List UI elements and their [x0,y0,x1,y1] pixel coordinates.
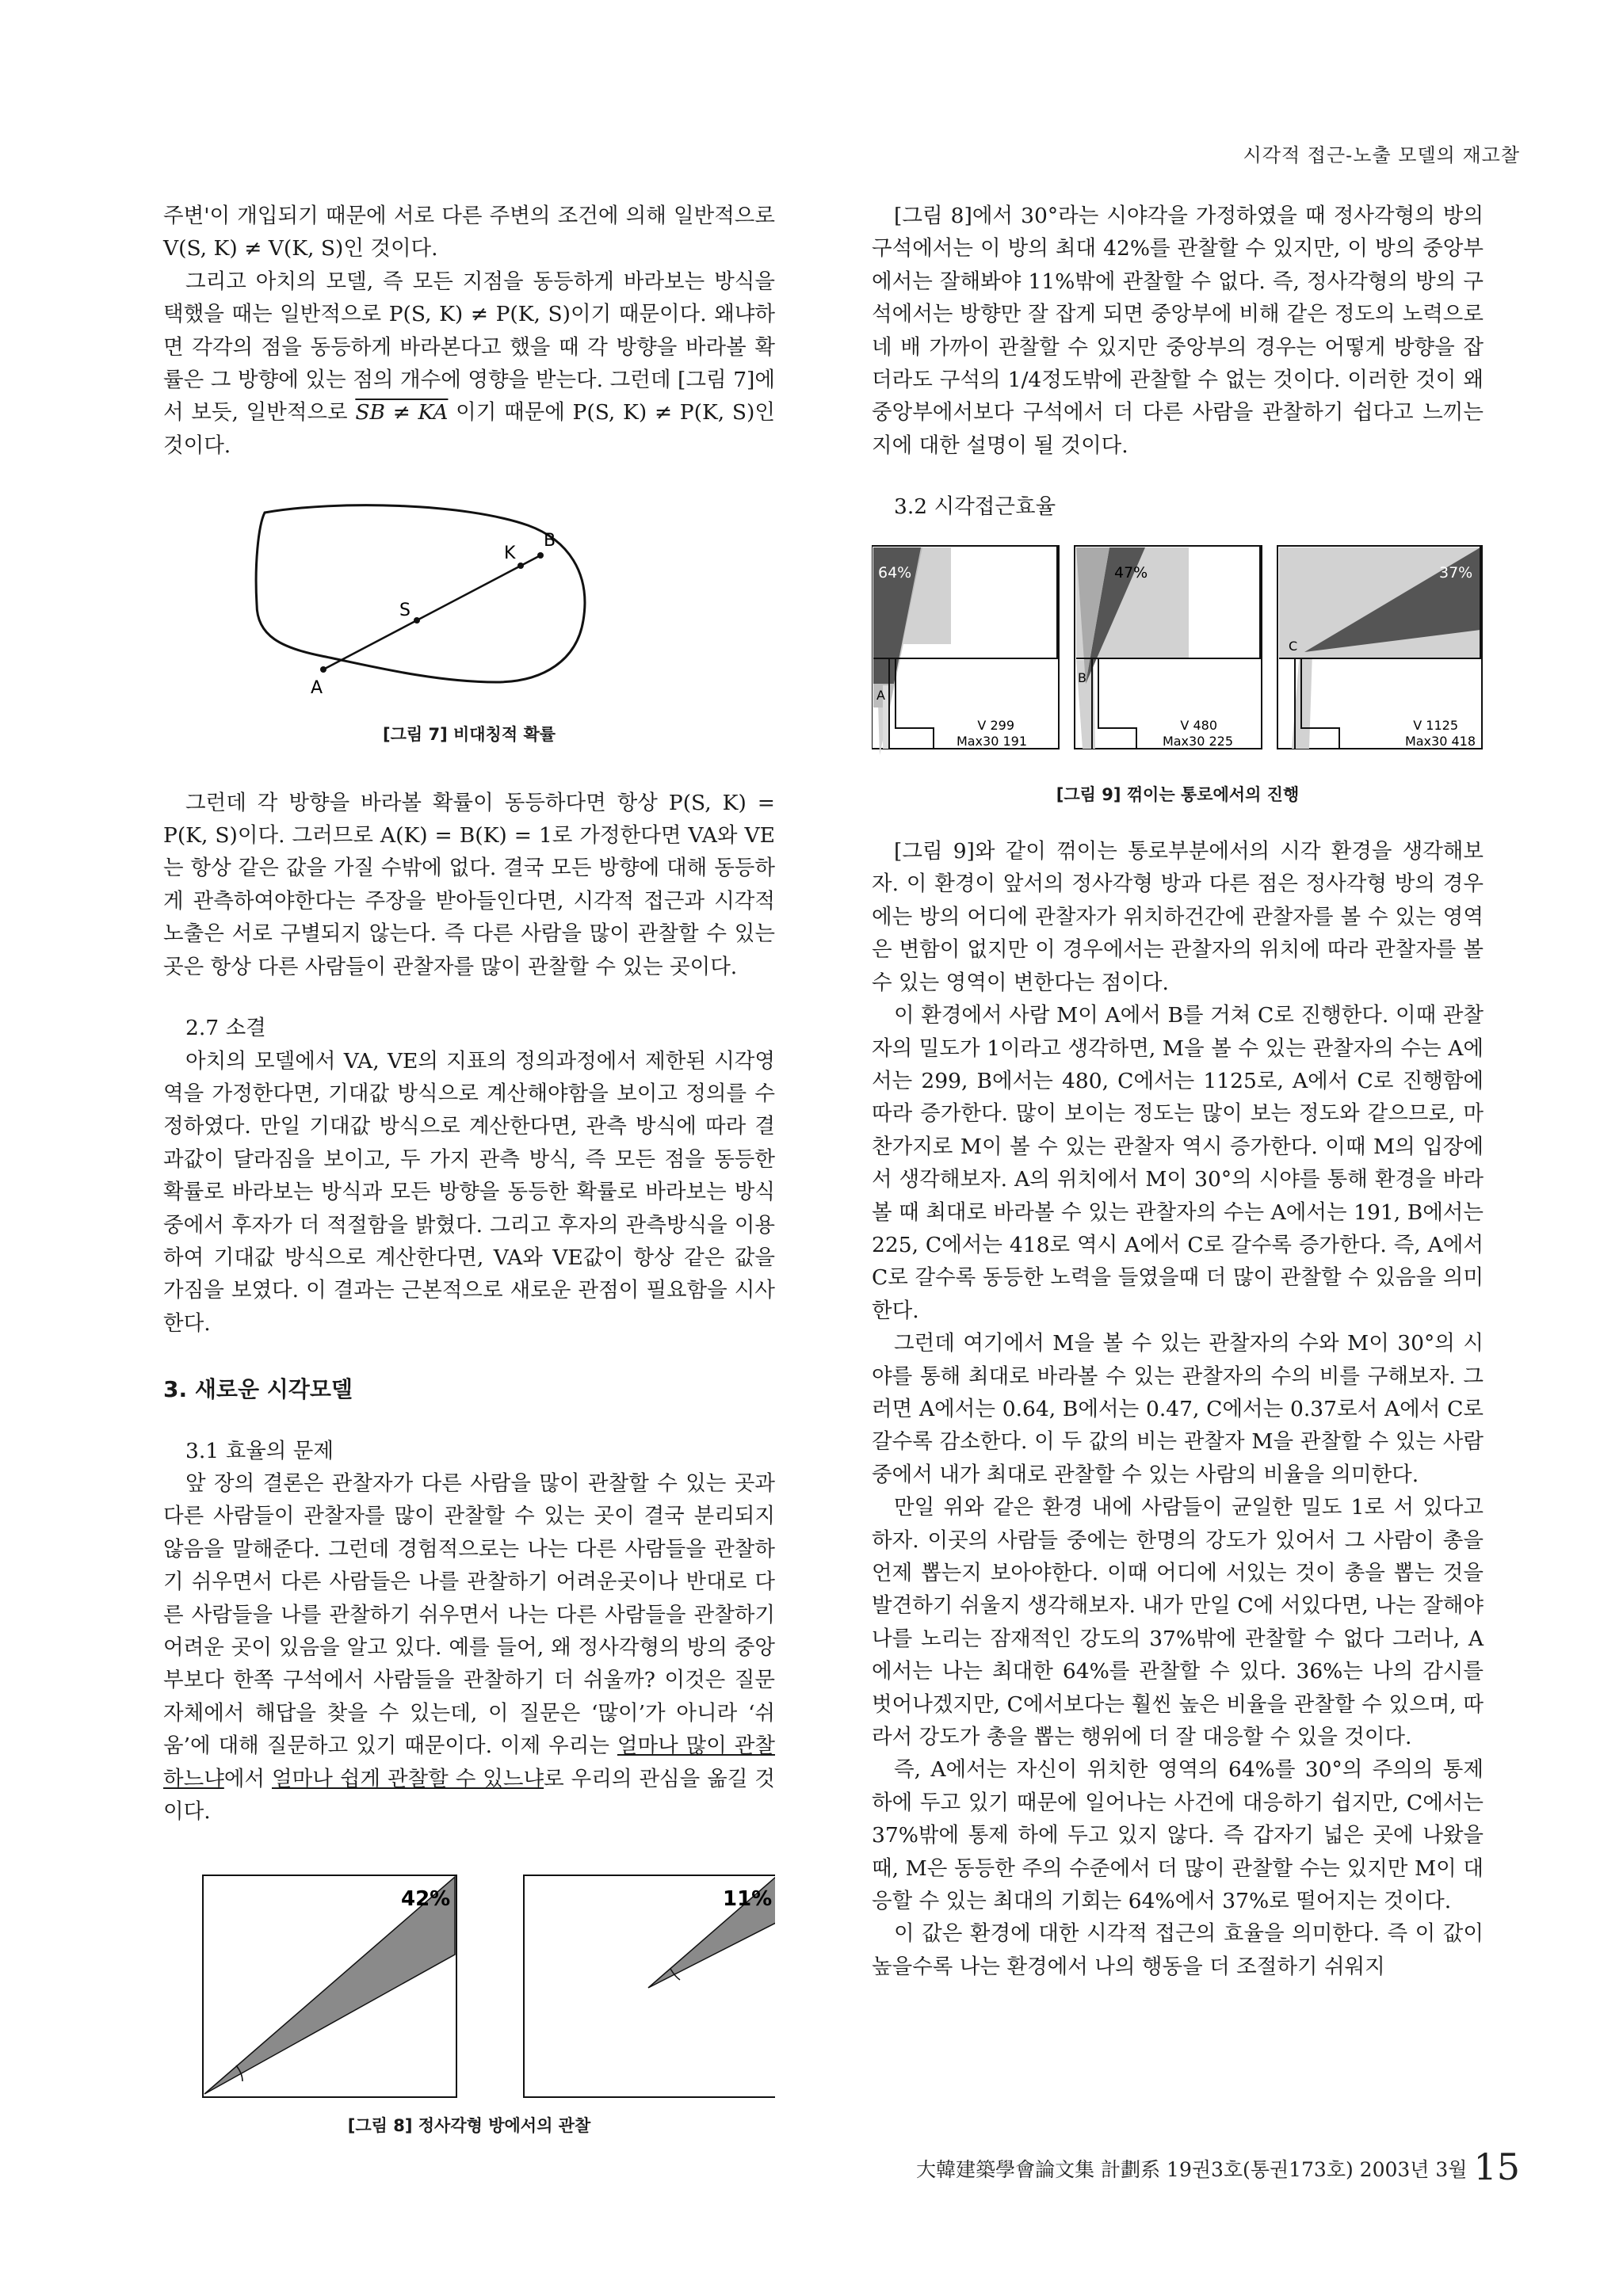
panel-a-percent: 64% [878,563,912,582]
figure-7-caption: [그림 7] 비대칭적 확률 [382,725,556,745]
paragraph-text: 그리고 아치의 모델, 즉 모든 지점을 동등하게 바라보는 방식을 택했을 때는 일반적으로 P(S, K) ≠ P(K, S)이기 때문이다. 왜냐하면 각각의 점을 동등하게 바라본다고 했을 때 각 방향을 바라볼 확률은 그 방향에 있는 점의 개수에 영향을 받는다. 그런데 [그림 7]에서 보듯, 일반적으로 [163,269,775,425]
figure-9-panel-c [1277,546,1482,749]
paragraph [163,1467,775,1828]
running-header: 시각적 접근-노출 모델의 재고찰 [1243,144,1520,166]
panel-c-max: Max30 418 [1404,733,1476,749]
paragraph: 그런데 여기에서 M을 볼 수 있는 관찰자의 수와 M이 30°의 시야를 통해 최대로 바라볼 수 있는 관찰자의 수의 비를 구해보자. 그러면 A에서는 0.64, B에서는 0.47, C에서는 0.37로서 A에서 C로 갈수록 감소한다. 이 두 값의 비는 관찰자 M을 관찰할 수 있는 사람 중에서 내가 최대로 관찰할 수 있는 사람의 비율을 의미한다. [872,1331,1484,1487]
subsection-title: 2.7 소결 [185,1016,266,1041]
paragraph-text: 이기 때문에 P(S, K) ≠ P(K, S)인 것이다. [163,400,775,458]
journal-citation: 大韓建築學會論文集 計劃系 19권3호(통권173호) 2003년 3월 [916,2158,1468,2181]
panel-b-point: B [1078,669,1086,685]
paragraph: 즉, A에서는 자신이 위치한 영역의 64%를 30°의 주의의 통제 하에 두고 있기 때문에 일어나는 사건에 대응하기 쉽지만, C에서는 37%밖에 통제 하에 두고 있지 않다. 즉 갑자기 넓은 곳에 나왔을 때, M은 동등한 주의 수준에서 더 많이 관찰할 수는 있지만 M이 대응할 수 있는 최대의 기회는 64%에서 37%로 떨어지는 것이다. [872,1757,1484,1914]
section-title: 3. 새로운 시각모델 [163,1376,353,1403]
panel-b-v: V 480 [1180,717,1217,733]
paragraph: 주변'이 개입되기 때문에 서로 다른 주변의 조건에 의해 일반적으로 V(S, K) ≠ V(K, S)인 것이다. [163,204,775,261]
paragraph-text: 앞 장의 결론은 관찰자가 다른 사람을 많이 관찰할 수 있는 곳과 다른 사람들이 관찰자를 많이 관찰할 수 있는 곳이 결국 분리되지 않음을 말해준다. 그런데 경험적으로는 나는 다른 사람들을 관찰하기 쉬우면서 다른 사람들은 나를 관찰하기 어려운곳이나 반대로 다른 사람들을 나를 관찰하기 쉬우면서 나는 다른 사람들을 관찰하기 어려운 곳이 있음을 알고 있다. 예를 들어, 왜 정사각형의 방의 중앙부보다 한쪽 구석에서 사람들을 관찰하기 더 쉬울까? 이것은 질문 자체에서 해답을 찾을 수 있는데, 이 질문은 ‘많이’가 아니라 ‘쉬움’에 대해 질문하고 있기 때문이다. 이제 우리는 [163,1470,775,1759]
paragraph-text: 로 우리의 관심을 옮길 것이다. [163,1766,775,1825]
underlined-text: 얼마나 많이 관찰하느냐 [163,1733,775,1791]
point-k-label: K [504,543,516,564]
panel-a-point: A [876,687,885,703]
figure-9-panel-a [872,546,1059,755]
page-number: 15 [1473,2145,1520,2188]
panel-c-point: C [1289,638,1298,654]
paragraph: 이 값은 환경에 대한 시각적 접근의 효율을 의미한다. 즉 이 값이 높을수록 나는 환경에서 나의 행동을 더 조절하기 쉬워지 [872,1921,1484,1979]
right-column [872,200,1484,1983]
figure-9 [872,541,1484,779]
panel-c-percent: 37% [1439,563,1473,582]
math-inequality: SB ≠ KA [355,400,449,425]
paragraph: 그런데 각 방향을 바라볼 확률이 동등하다면 항상 P(S, K) = P(K, S)이다. 그러므로 A(K) = B(K) = 1로 가정한다면 VA와 VE는 항상 같은 값을 가질 수밖에 없다. 결국 모든 방향에 대해 동등하게 관측하여야한다는 주장을 받아들인다면, 시각적 접근과 시각적 노출은 서로 구별되지 않는다. 즉 다른 사람을 많이 관찰할 수 있는 곳은 항상 다른 사람들이 관찰자를 많이 관찰할 수 있는 곳이다. [163,790,775,979]
figure-7-diagram [163,478,775,715]
figure-7 [163,478,775,715]
underlined-text: 얼마나 쉽게 관찰할 수 있느냐 [272,1766,544,1791]
page-footer [916,2145,1520,2188]
point-s-label: S [399,601,411,621]
left-column [163,200,775,2143]
paragraph: [그림 9]와 같이 꺾이는 통로부분에서의 시각 환경을 생각해보자. 이 환경이 앞서의 정사각형 방과 다른 점은 정사각형 방의 경우에는 방의 어디에 관찰자가 위치하건간에 관찰자를 볼 수 있는 영역은 변함이 없지만 이 경우에서는 관찰자의 위치에 따라 관찰자를 볼 수 있는 영역이 변한다는 점이다. [872,839,1484,995]
subsection-title: 3.1 효율의 문제 [185,1438,334,1463]
paragraph: 이 환경에서 사람 M이 A에서 B를 거쳐 C로 진행한다. 이때 관찰자의 밀도가 1이라고 생각하면, M을 볼 수 있는 관찰자의 수는 A에서는 299, B에서는 480, C에서는 1125로, A에서 C로 진행함에 따라 증가한다. 많이 보이는 정도는 많이 보는 정도와 같으므로, 마찬가지로 M이 볼 수 있는 관찰자 역시 증가한다. 이때 M의 입장에서 생각해보자. A의 위치에서 M이 30°의 시야를 통해 환경을 바라볼 때 최대로 바라볼 수 있는 관찰자의 수는 A에서는 191, B에서는 225, C에서는 418로 역시 A에서 C로 갈수록 증가한다. 즉, A에서 C로 갈수록 동등한 노력을 들였을때 더 많이 관찰할 수 있음을 의미한다. [872,1003,1484,1323]
figure-9-caption: [그림 9] 꺾이는 통로에서의 진행 [1056,784,1300,804]
figure-8-left-percent: 42% [401,1887,451,1912]
panel-b-max: Max30 225 [1162,733,1233,749]
figure-9-panel-b [1075,546,1262,749]
panel-a-max: Max30 191 [956,733,1027,749]
paragraph: 만일 위와 같은 환경 내에 사람들이 균일한 밀도 1로 서 있다고 하자. 이곳의 사람들 중에는 한명의 강도가 있어서 그 사람이 총을 언제 뽑는지 보아야한다. 이때 어디에 서있는 것이 총을 뽑는 것을 발견하기 쉬울지 생각해보자. 내가 만일 C에 서있다면, 나는 잘해야 나를 노리는 잠재적인 강도의 37%밖에 관찰할 수 없다 그러나, A에서는 나는 최대한 64%를 관찰할 수 있다. 36%는 나의 감시를 벗어나겠지만, C에서보다는 훨씬 높은 비율을 관찰할 수 있으며, 따라서 강도가 총을 뽑는 행위에 더 잘 대응할 수 있을 것이다. [872,1495,1484,1750]
figure-8 [163,1852,775,2105]
paragraph: 아치의 모델에서 VA, VE의 지표의 정의과정에서 제한된 시각영역을 가정한다면, 기대값 방식으로 계산해야함을 보이고 정의를 수정하였다. 만일 기대값 방식으로 계산한다면, 관측 방식에 따라 결과값이 달라짐을 보이고, 두 가지 관측 방식, 즉 모든 점을 동등한 확률로 바라보는 방식과 모든 방향을 동등한 확률로 바라보는 방식 중에서 후자가 더 적절함을 밝혔다. 그리고 후자의 관측방식을 이용하여 기대값 방식으로 계산한다면, VA와 VE값이 항상 같은 값을 가짐을 보였다. 이 결과는 근본적으로 새로운 관점이 필요함을 시사한다. [163,1048,775,1336]
figure-8-caption: [그림 8] 정사각형 방에서의 관찰 [347,2116,591,2136]
figure-8-diagram [163,1852,775,2105]
panel-a-v: V 299 [977,717,1014,733]
paragraph: [그림 8]에서 30°라는 시야각을 가정하였을 때 정사각형의 방의 구석에서는 이 방의 최대 42%를 관찰할 수 있지만, 이 방의 중앙부에서는 잘해봐야 11%밖에 관찰할 수 없다. 즉, 정사각형의 방의 구석에서는 방향만 잘 잡게 되면 중앙부에 비해 같은 정도의 노력으로 네 배 가까이 관찰할 수 있지만 중앙부의 경우는 어떻게 방향을 잡더라도 구석의 1/4정도밖에 관찰할 수 없는 것이다. 이러한 것이 왜 중앙부에서보다 구석에서 더 다른 사람을 관찰하기 쉽다고 느끼는지에 대한 설명이 될 것이다. [872,204,1484,458]
subsection-title: 3.2 시각접근효율 [894,494,1056,520]
panel-b-percent: 47% [1114,563,1148,582]
paragraph-text: 에서 [223,1766,265,1791]
panel-c-v: V 1125 [1413,717,1458,733]
paragraph [163,265,775,462]
point-b-label: B [544,531,556,551]
figure-9-diagram [872,541,1484,779]
figure-8-right-percent: 11% [723,1887,773,1912]
point-a-label: A [311,678,323,699]
